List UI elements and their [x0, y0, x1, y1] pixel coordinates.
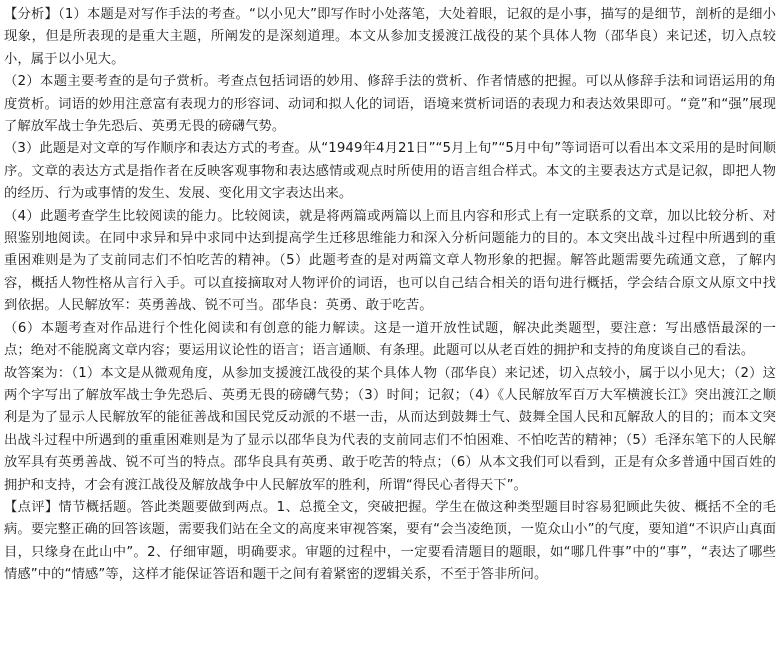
analysis-paragraph-6: （6）本题考查对作品进行个性化阅读和有创意的能力解读。这是一道开放性试题，解决此类题型，要注意：写出感悟最深的一点；绝对不能脱离文章内容；要运用议论性的语言；语言通顺、有条理。此题可以从老百姓的拥护和支持的角度谈自己的看法。 — [4, 320, 776, 359]
analysis-tag: 【分析】 — [4, 7, 58, 22]
analysis-paragraph-4: （4）此题考查学生比较阅读的能力。比较阅读，就是将两篇或两篇以上而且内容和形式上有一定联系的文章，加以比较分析、对照鉴别地阅读。在同中求异和异中求同中达到提高学生迁移思维能力和深入分析问题能力的目的。本文突出战斗过程中所遇到的重重困难则是为了支前同志们不怕吃苦的精神。（5）此题考查的是对两篇文章人物形象的把握。解答此题需要先疏通文意，了解内容，概括人物性格从言行入手。可以直接摘取对人物评价的词语，也可以自己结合相关的语句进行概括，学会结合原文从原文中找到依据。人民解放军：英勇善战、锐不可当。邵华良：英勇、敢于吃苦。 — [4, 208, 776, 314]
comment-tag: 【点评】 — [4, 499, 59, 515]
comment-text: 情节概括题。答此类题要做到两点。1、总揽全文，突破把握。学生在做这种类型题目时容易犯顾此失彼、概括不全的毛病。要完整正确的回答该题，需要我们站在全文的高度来审视答案，要有“会当凌绝顶，一览众山小”的气度，要知道“不识庐山真面目，只缘身在此山中”。2、仔细审题，明确要求。审题的过程中，一定要看清题目的题眼，如“哪几件事”中的“事”，“表达了哪些情感”中的“情感”等，这样才能保证答语和题干之间有着紧密的逻辑关系，不至于答非所问。 — [4, 499, 776, 583]
analysis-paragraph-3: （3）此题是对文章的写作顺序和表达方式的考查。从“1949年4月21日”“5月上旬”“5月中旬”等词语可以看出本文采用的是时间顺序。文章的表达方式是指作者在反映客观事物和表达感情或观点时所使用的语言组合样式。本文的主要表达方式是记叙，即把人物的经历、行为或事情的发生、发展、变化用文字表达出来。 — [4, 141, 776, 202]
answer-paragraph: 故答案为：（1）本文是从微观角度，从参加支援渡江战役的某个具体人物（邵华良）来记述，切入点较小，属于以小见大；（2）这两个字写出了解放军战士争先恐后、英勇无畏的磅礴气势；（3）时间；记叙；（4）《人民解放军百万大军横渡长江》突出渡江之顺利是为了显示人民解放军的能征善战和国民党反动派的不堪一击，从而达到鼓舞士气、鼓舞全国人民和瓦解敌人的目的；而本文突出战斗过程中所遇到的重重困难则是为了显示以邵华良为代表的支前同志们不怕困难、不怕吃苦的精神；（5）毛泽东笔下的人民解放军具有英勇善战、锐不可当的特点。邵华良具有英勇、敢于吃苦的特点；（6）从本文我们可以看到，正是有众多普通中国百姓的拥护和支持，才会有渡江战役及解放战争中人民解放军的胜利，所谓“得民心者得天下”。 — [4, 365, 776, 493]
analysis-paragraph-1 — [4, 4, 776, 71]
analysis-text-1: （1）本题是对写作手法的考查。“以小见大”即写作时小处落笔，大处着眼，记叙的是小事，描写的是细节，剖析的是细小现象，但是所表现的是重大主题，所阐发的是深刻道理。本文从参加支援渡江战役的某个具体人物（邵华良）来记述，切入点较小，属于以小见大。 — [4, 7, 776, 67]
analysis-paragraph-2: （2）本题主要考查的是句子赏析。考查点包括词语的妙用、修辞手法的赏析、作者情感的把握。可以从修辞手法和词语运用的角度赏析。词语的妙用注意富有表现力的形容词、动词和拟人化的词语，语境来赏析词语的表现力和表达效果即可。“竟”和“强”展现了解放军战士争先恐后、英勇无畏的磅礴气势。 — [4, 74, 776, 135]
comment-paragraph — [4, 497, 776, 587]
